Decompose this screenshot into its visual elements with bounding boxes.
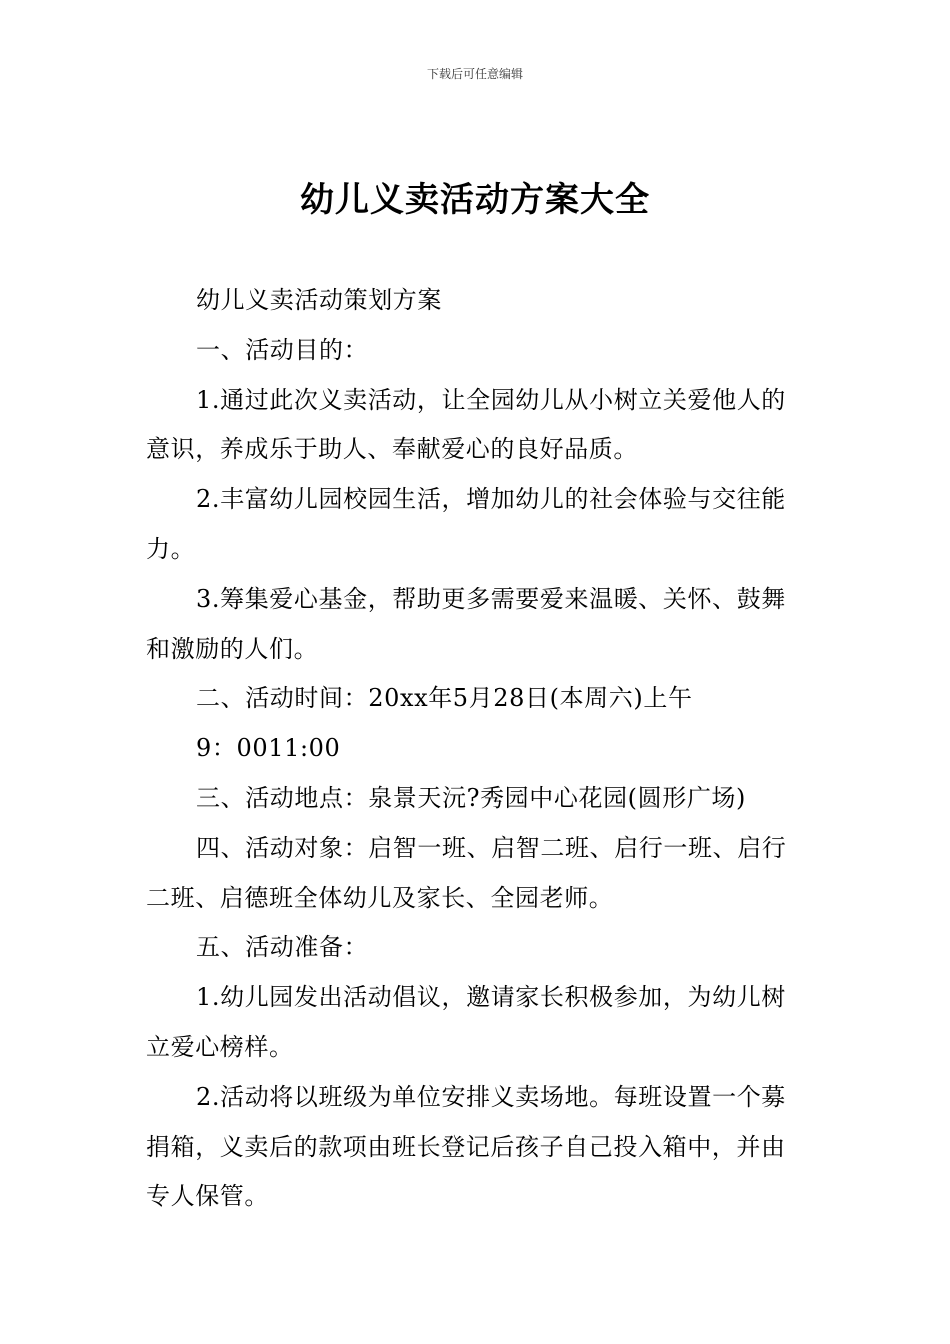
- paragraph-section-location: 三、活动地点：泉景天沅?秀园中心花园(圆形广场): [196, 783, 746, 812]
- paragraph-section-time: 二、活动时间：20xx年5月28日(本周六)上午: [196, 684, 693, 713]
- paragraph-time-detail: 9：0011:00: [196, 734, 341, 763]
- document-title: 幼儿义卖活动方案大全: [300, 180, 650, 220]
- paragraph-section-purpose: 一、活动目的：: [196, 335, 369, 364]
- paragraph-section-audience: 四、活动对象：启智一班、启智二班、启行一班、启行二班、启德班全体幼儿及家长、全园老师。: [146, 833, 787, 912]
- paragraph-preparation-2: 2.活动将以班级为单位安排义卖场地。每班设置一个募捐箱，义卖后的款项由班长登记后孩子自己投入箱中，并由专人保管。: [146, 1082, 786, 1211]
- paragraph-subtitle: 幼儿义卖活动策划方案: [196, 286, 442, 314]
- header-note: 下载后可任意编辑: [426, 67, 523, 81]
- paragraph-purpose-1: 1.通过此次义卖活动，让全园幼儿从小树立关爱他人的意识，养成乐于助人、奉献爱心的良好品质。: [146, 385, 786, 464]
- paragraph-section-preparation: 五、活动准备：: [196, 933, 369, 962]
- paragraph-purpose-2: 2.丰富幼儿园校园生活，增加幼儿的社会体验与交往能力。: [146, 485, 786, 563]
- paragraph-purpose-3: 3.筹集爱心基金，帮助更多需要爱来温暖、关怀、鼓舞和激励的人们。: [146, 584, 786, 663]
- paragraph-preparation-1: 1.幼儿园发出活动倡议，邀请家长积极参加，为幼儿树立爱心榜样。: [146, 983, 786, 1061]
- document-body: [146, 276, 810, 1222]
